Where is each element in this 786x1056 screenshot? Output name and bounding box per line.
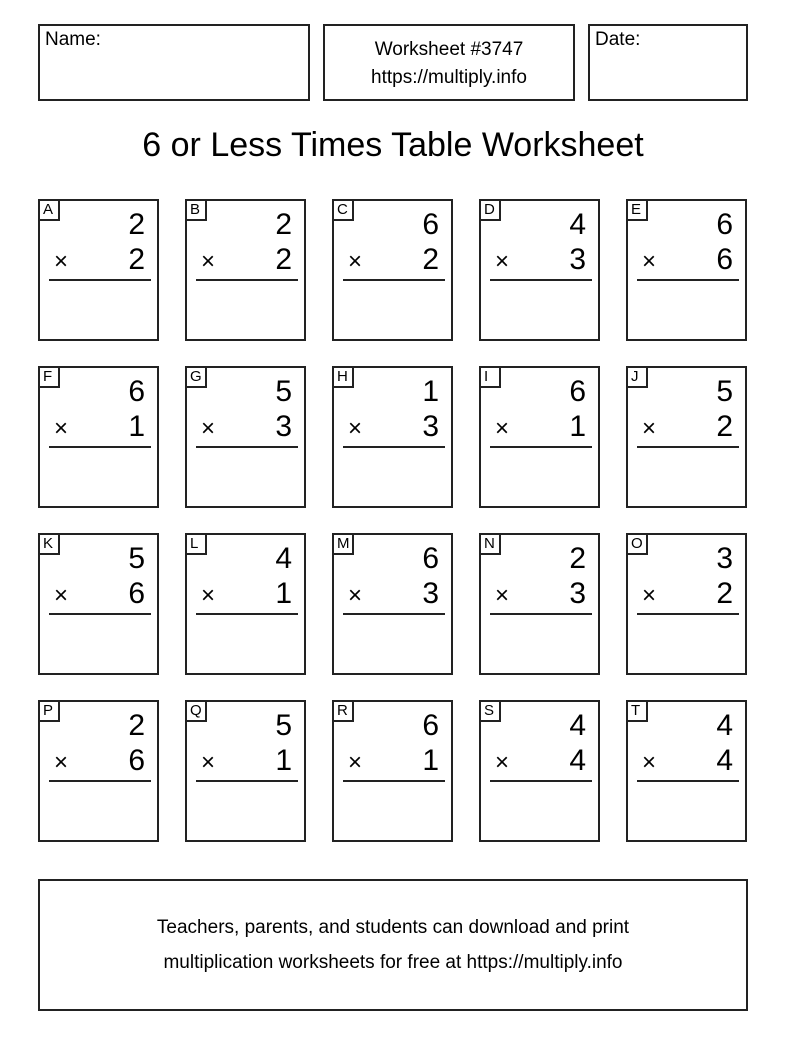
times-icon: ×: [54, 415, 69, 442]
problem-label: B: [185, 199, 207, 221]
multiplier: 1: [128, 410, 145, 443]
footer-notice: [38, 879, 748, 1011]
multiplier: 2: [128, 243, 145, 276]
multiplicand: 5: [128, 542, 145, 575]
times-icon: ×: [201, 248, 216, 275]
problem-label: O: [626, 533, 648, 555]
worksheet-info-box: [323, 24, 575, 101]
multiplicand: 2: [128, 208, 145, 241]
times-icon: ×: [201, 749, 216, 776]
answer-line: [490, 780, 592, 782]
name-label: Name:: [45, 29, 101, 50]
answer-line: [490, 446, 592, 448]
multiplicand: 6: [422, 208, 439, 241]
multiplier: 3: [569, 243, 586, 276]
date-field-box[interactable]: [588, 24, 748, 101]
answer-line: [196, 446, 298, 448]
answer-line: [637, 279, 739, 281]
multiplier: 6: [128, 577, 145, 610]
times-icon: ×: [348, 248, 363, 275]
problem-card[interactable]: [626, 366, 747, 508]
multiplier: 2: [275, 243, 292, 276]
problem-label: R: [332, 700, 354, 722]
problem-label: P: [38, 700, 60, 722]
problem-label: J: [626, 366, 648, 388]
times-icon: ×: [54, 248, 69, 275]
times-icon: ×: [348, 582, 363, 609]
multiplicand: 6: [422, 542, 439, 575]
times-icon: ×: [348, 415, 363, 442]
problem-card[interactable]: [479, 366, 600, 508]
multiplicand: 4: [569, 709, 586, 742]
problem-card[interactable]: [332, 199, 453, 341]
answer-line: [490, 279, 592, 281]
answer-line: [490, 613, 592, 615]
answer-line: [49, 446, 151, 448]
multiplier: 4: [569, 744, 586, 777]
name-field-box[interactable]: [38, 24, 310, 101]
problem-label: F: [38, 366, 60, 388]
footer-line-1: Teachers, parents, and students can download and print: [156, 917, 630, 938]
problem-label: N: [479, 533, 501, 555]
multiplicand: 6: [569, 375, 586, 408]
multiplicand: 6: [716, 208, 733, 241]
times-icon: ×: [54, 749, 69, 776]
multiplier: 1: [275, 744, 292, 777]
multiplier: 3: [569, 577, 586, 610]
problem-card[interactable]: [479, 199, 600, 341]
multiplier: 6: [716, 243, 733, 276]
times-icon: ×: [201, 415, 216, 442]
problem-label: Q: [185, 700, 207, 722]
multiplicand: 4: [275, 542, 292, 575]
problem-label: E: [626, 199, 648, 221]
times-icon: ×: [201, 582, 216, 609]
date-label: Date:: [595, 29, 641, 50]
problem-card[interactable]: [185, 700, 306, 842]
problem-label: A: [38, 199, 60, 221]
times-icon: ×: [495, 415, 510, 442]
multiplicand: 4: [716, 709, 733, 742]
times-icon: ×: [642, 749, 657, 776]
problem-card[interactable]: [626, 533, 747, 675]
multiplicand: 2: [128, 709, 145, 742]
problem-label: L: [185, 533, 207, 555]
answer-line: [49, 780, 151, 782]
multiplicand: 4: [569, 208, 586, 241]
problem-card[interactable]: [185, 199, 306, 341]
answer-line: [343, 279, 445, 281]
problem-card[interactable]: [332, 533, 453, 675]
problem-card[interactable]: [479, 700, 600, 842]
answer-line: [343, 613, 445, 615]
multiplier: 2: [716, 577, 733, 610]
answer-line: [637, 613, 739, 615]
problem-card[interactable]: [185, 533, 306, 675]
answer-line: [49, 279, 151, 281]
problem-label: I: [479, 366, 501, 388]
multiplier: 6: [128, 744, 145, 777]
problem-label: D: [479, 199, 501, 221]
times-icon: ×: [495, 749, 510, 776]
problem-card[interactable]: [332, 700, 453, 842]
times-icon: ×: [642, 582, 657, 609]
answer-line: [343, 446, 445, 448]
problem-card[interactable]: [185, 366, 306, 508]
multiplicand: 2: [569, 542, 586, 575]
problem-card[interactable]: [626, 199, 747, 341]
footer-line-2: multiplication worksheets for free at https://multiply.info: [163, 952, 623, 973]
multiplicand: 6: [422, 709, 439, 742]
times-icon: ×: [642, 248, 657, 275]
worksheet-url: https://multiply.info: [371, 67, 527, 88]
multiplicand: 5: [275, 375, 292, 408]
times-icon: ×: [54, 582, 69, 609]
problem-card[interactable]: [38, 366, 159, 508]
problem-card[interactable]: [626, 700, 747, 842]
multiplicand: 5: [716, 375, 733, 408]
problem-label: M: [332, 533, 354, 555]
multiplier: 3: [422, 577, 439, 610]
multiplier: 3: [422, 410, 439, 443]
problem-card[interactable]: [38, 199, 159, 341]
page-title: 6 or Less Times Table Worksheet: [142, 126, 644, 164]
answer-line: [196, 279, 298, 281]
multiplicand: 3: [716, 542, 733, 575]
problem-label: H: [332, 366, 354, 388]
problem-label: T: [626, 700, 648, 722]
multiplier: 1: [275, 577, 292, 610]
problem-card[interactable]: [479, 533, 600, 675]
problem-card[interactable]: [38, 533, 159, 675]
answer-line: [196, 780, 298, 782]
multiplicand: 2: [275, 208, 292, 241]
answer-line: [343, 780, 445, 782]
problem-label: G: [185, 366, 207, 388]
times-icon: ×: [642, 415, 657, 442]
times-icon: ×: [348, 749, 363, 776]
problem-card[interactable]: [38, 700, 159, 842]
times-icon: ×: [495, 248, 510, 275]
answer-line: [49, 613, 151, 615]
worksheet-number: Worksheet #3747: [374, 39, 524, 60]
answer-line: [637, 780, 739, 782]
multiplicand: 6: [128, 375, 145, 408]
problem-label: K: [38, 533, 60, 555]
multiplier: 3: [275, 410, 292, 443]
multiplier: 4: [716, 744, 733, 777]
multiplier: 1: [569, 410, 586, 443]
multiplier: 1: [422, 744, 439, 777]
times-icon: ×: [495, 582, 510, 609]
multiplicand: 1: [422, 375, 439, 408]
problem-label: C: [332, 199, 354, 221]
problem-card[interactable]: [332, 366, 453, 508]
problem-label: S: [479, 700, 501, 722]
answer-line: [637, 446, 739, 448]
answer-line: [196, 613, 298, 615]
multiplicand: 5: [275, 709, 292, 742]
multiplier: 2: [716, 410, 733, 443]
multiplier: 2: [422, 243, 439, 276]
